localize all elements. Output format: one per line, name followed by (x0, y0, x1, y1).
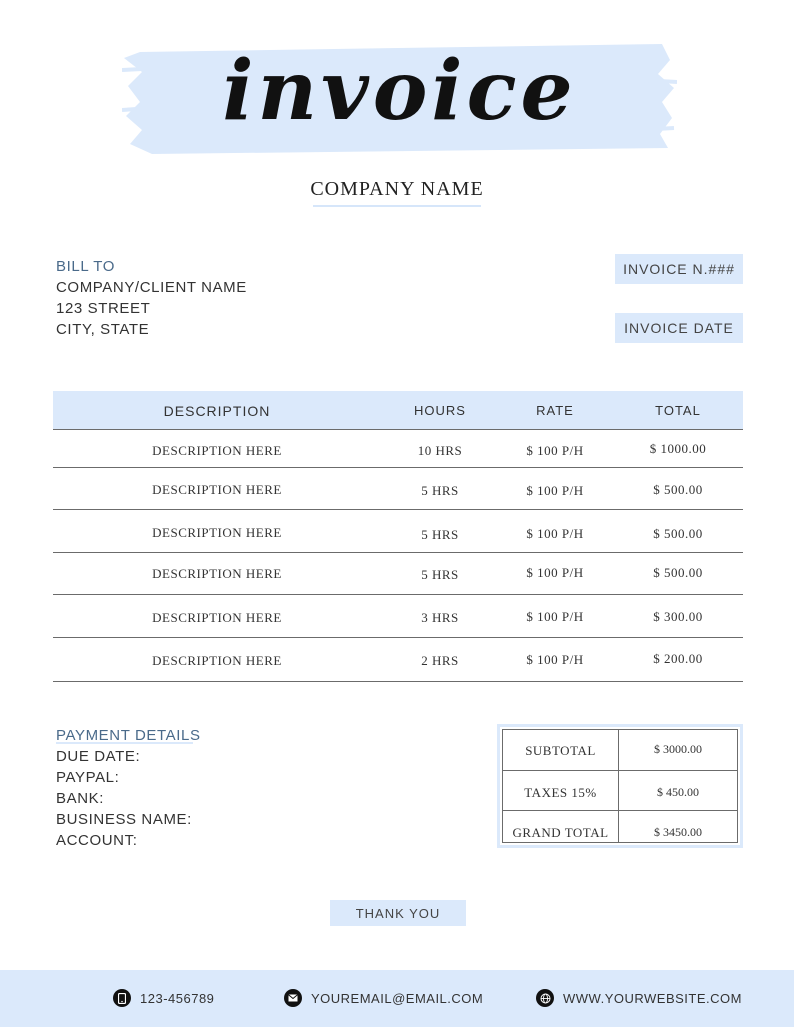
header-rate: RATE (536, 403, 574, 418)
phone-icon (113, 989, 131, 1007)
row-hours: 5 HRS (421, 483, 459, 498)
email-address[interactable]: YOUREMAIL@EMAIL.COM (311, 990, 484, 1006)
row-description: DESCRIPTION HERE (152, 610, 282, 625)
row-rate: $ 100 P/H (526, 443, 584, 458)
row-total: $ 300.00 (653, 609, 703, 624)
company-name-underline (313, 205, 481, 207)
row-hours: 5 HRS (421, 527, 459, 542)
company-name: COMPANY NAME (310, 178, 484, 200)
grand-total-value: $ 3450.00 (654, 825, 702, 839)
row-rate: $ 100 P/H (526, 565, 584, 580)
row-total: $ 500.00 (653, 482, 703, 497)
header-total: TOTAL (655, 403, 701, 418)
invoice-number-tag: INVOICE N.### (615, 254, 743, 284)
phone-number: 123-456789 (140, 990, 215, 1006)
payment-line: BUSINESS NAME: (56, 811, 192, 828)
summary-box (497, 724, 743, 848)
summary-divider (503, 770, 737, 771)
row-hours: 2 HRS (421, 653, 459, 668)
invoice-title: invoice (222, 43, 577, 139)
footer-email (284, 989, 483, 1007)
summary-divider (503, 810, 737, 811)
row-description: DESCRIPTION HERE (152, 653, 282, 668)
row-rate: $ 100 P/H (526, 609, 584, 624)
bill-to-line: 123 STREET (56, 300, 151, 317)
subtotal-value: $ 3000.00 (654, 742, 702, 756)
bill-to-section (56, 256, 247, 340)
table-row (53, 429, 743, 469)
row-total: $ 1000.00 (649, 441, 707, 456)
thank-you-banner: THANK YOU (330, 900, 466, 926)
header-description: DESCRIPTION (163, 403, 271, 419)
payment-details-section (56, 725, 201, 851)
header-hours: HOURS (414, 403, 466, 418)
bill-to-line: CITY, STATE (56, 321, 150, 338)
globe-icon (536, 989, 554, 1007)
row-rate: $ 100 P/H (526, 652, 584, 667)
footer-bar (0, 970, 794, 1027)
payment-line: DUE DATE: (56, 748, 141, 765)
row-description: DESCRIPTION HERE (152, 525, 282, 540)
payment-line: BANK: (56, 790, 105, 807)
payment-line: PAYPAL: (56, 769, 120, 786)
bill-to-heading: BILL TO (56, 258, 115, 275)
subtotal-label: SUBTOTAL (525, 743, 596, 758)
website-url[interactable]: WWW.YOURWEBSITE.COM (563, 990, 742, 1006)
footer-website (536, 989, 742, 1007)
bill-to-line: COMPANY/CLIENT NAME (56, 279, 247, 296)
table-header (53, 391, 743, 429)
payment-line: ACCOUNT: (56, 832, 138, 849)
table-row (53, 637, 743, 682)
table-bottom-rule (53, 681, 743, 682)
row-description: DESCRIPTION HERE (152, 443, 282, 458)
table-row (53, 509, 743, 554)
email-icon (284, 989, 302, 1007)
row-total: $ 500.00 (653, 565, 703, 580)
row-hours: 10 HRS (417, 443, 463, 458)
row-description: DESCRIPTION HERE (152, 482, 282, 497)
taxes-value: $ 450.00 (657, 785, 699, 799)
row-hours: 5 HRS (421, 567, 459, 582)
table-row (53, 552, 743, 595)
footer-phone (113, 989, 214, 1007)
grand-total-label: GRAND TOTAL (512, 825, 609, 840)
row-rate: $ 100 P/H (526, 483, 584, 498)
table-row (53, 467, 743, 510)
row-total: $ 500.00 (653, 526, 703, 541)
row-total: $ 200.00 (653, 651, 703, 666)
invoice-date-tag: INVOICE DATE (615, 313, 743, 343)
payment-details-heading: PAYMENT DETAILS (56, 727, 201, 744)
row-description: DESCRIPTION HERE (152, 566, 282, 581)
table-row (53, 594, 743, 639)
row-hours: 3 HRS (421, 610, 459, 625)
taxes-label: TAXES 15% (524, 785, 597, 800)
row-rate: $ 100 P/H (526, 526, 584, 541)
